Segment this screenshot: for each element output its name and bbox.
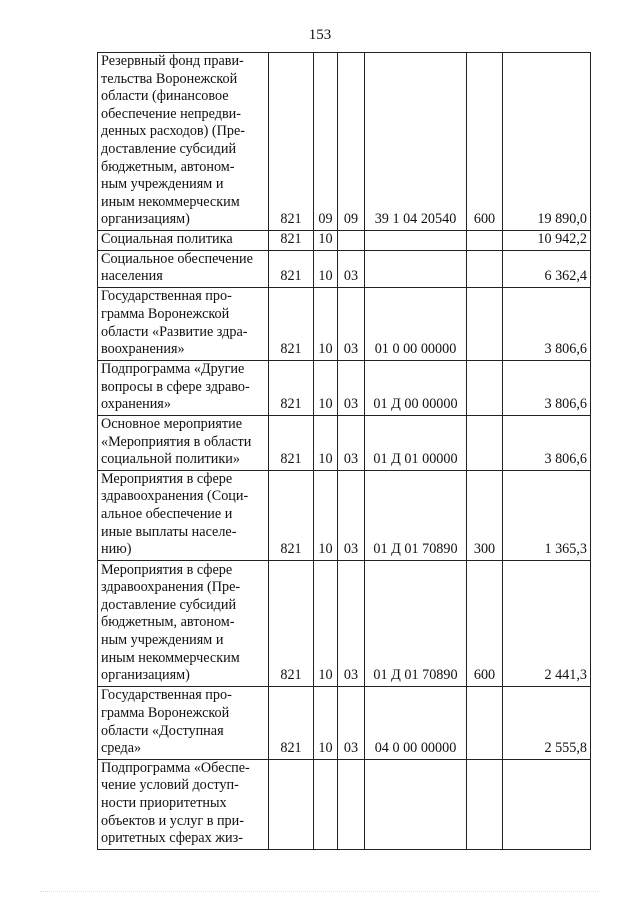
expense-type-code: [467, 759, 503, 849]
section-code: 10: [314, 360, 338, 415]
amount: 2 555,8: [503, 686, 591, 759]
target-article-code: 01 0 00 00000: [365, 287, 467, 360]
subsection-code: 03: [338, 360, 365, 415]
grbs-code: 821: [269, 53, 314, 231]
row-name: Социальное обеспечение населения: [98, 250, 269, 287]
subsection-code: 09: [338, 53, 365, 231]
amount: 1 365,3: [503, 470, 591, 560]
expense-type-code: 300: [467, 470, 503, 560]
amount: 3 806,6: [503, 415, 591, 470]
expense-type-code: 600: [467, 560, 503, 686]
subsection-code: 03: [338, 287, 365, 360]
table-row: [98, 686, 591, 759]
row-name: Социальная политика: [98, 230, 269, 250]
table-row: [98, 560, 591, 686]
subsection-code: 03: [338, 470, 365, 560]
expense-type-code: [467, 415, 503, 470]
table-row: [98, 470, 591, 560]
expense-type-code: [467, 686, 503, 759]
amount: 2 441,3: [503, 560, 591, 686]
budget-table: [97, 52, 591, 850]
target-article-code: 01 Д 01 70890: [365, 560, 467, 686]
grbs-code: 821: [269, 560, 314, 686]
section-code: 10: [314, 560, 338, 686]
amount: 6 362,4: [503, 250, 591, 287]
subsection-code: [338, 759, 365, 849]
section-code: 10: [314, 250, 338, 287]
page-number: 153: [308, 27, 332, 43]
target-article-code: 01 Д 01 00000: [365, 415, 467, 470]
target-article-code: [365, 230, 467, 250]
section-code: 10: [314, 287, 338, 360]
expense-type-code: [467, 230, 503, 250]
grbs-code: 821: [269, 686, 314, 759]
target-article-code: 39 1 04 20540: [365, 53, 467, 231]
table-row: [98, 415, 591, 470]
row-name: Подпрограмма «Другие вопросы в сфере здраво- охранения»: [98, 360, 269, 415]
scan-artifact: [40, 891, 600, 893]
row-name: Мероприятия в сфере здравоохранения (Соци- альное обеспечение и иные выплаты населе- нию): [98, 470, 269, 560]
expense-type-code: [467, 250, 503, 287]
grbs-code: 821: [269, 230, 314, 250]
table-row: [98, 250, 591, 287]
amount: 19 890,0: [503, 53, 591, 231]
row-name: Мероприятия в сфере здравоохранения (Пре- доставление субсидий бюджетным, автоном- ным учреждениям и иным некоммерческим организациям): [98, 560, 269, 686]
expense-type-code: [467, 360, 503, 415]
grbs-code: 821: [269, 360, 314, 415]
section-code: 10: [314, 230, 338, 250]
row-name: Резервный фонд прави- тельства Воронежской области (финансовое обеспечение непредви- денных расходов) (Пре- доставление субсидий бюджетным, автоном- ным учреждениям и иным некоммерческим организациям): [98, 53, 269, 231]
target-article-code: [365, 250, 467, 287]
subsection-code: 03: [338, 415, 365, 470]
subsection-code: 03: [338, 250, 365, 287]
amount: 3 806,6: [503, 360, 591, 415]
grbs-code: [269, 759, 314, 849]
amount: 3 806,6: [503, 287, 591, 360]
table-row: [98, 759, 591, 849]
section-code: 09: [314, 53, 338, 231]
grbs-code: 821: [269, 415, 314, 470]
amount: 10 942,2: [503, 230, 591, 250]
grbs-code: 821: [269, 250, 314, 287]
table-row: [98, 230, 591, 250]
row-name: Государственная про- грамма Воронежской области «Доступная среда»: [98, 686, 269, 759]
subsection-code: 03: [338, 560, 365, 686]
target-article-code: [365, 759, 467, 849]
grbs-code: 821: [269, 287, 314, 360]
subsection-code: 03: [338, 686, 365, 759]
row-name: Основное мероприятие «Мероприятия в области социальной политики»: [98, 415, 269, 470]
table-row: [98, 360, 591, 415]
section-code: [314, 759, 338, 849]
target-article-code: 01 Д 01 70890: [365, 470, 467, 560]
section-code: 10: [314, 470, 338, 560]
grbs-code: 821: [269, 470, 314, 560]
row-name: Подпрограмма «Обеспе- чение условий доступ- ности приоритетных объектов и услуг в при- оритетных сферах жиз-: [98, 759, 269, 849]
amount: [503, 759, 591, 849]
expense-type-code: [467, 287, 503, 360]
target-article-code: 04 0 00 00000: [365, 686, 467, 759]
expense-type-code: 600: [467, 53, 503, 231]
table-row: [98, 53, 591, 231]
table-row: [98, 287, 591, 360]
section-code: 10: [314, 686, 338, 759]
section-code: 10: [314, 415, 338, 470]
target-article-code: 01 Д 00 00000: [365, 360, 467, 415]
row-name: Государственная про- грамма Воронежской области «Развитие здра- воохранения»: [98, 287, 269, 360]
subsection-code: [338, 230, 365, 250]
